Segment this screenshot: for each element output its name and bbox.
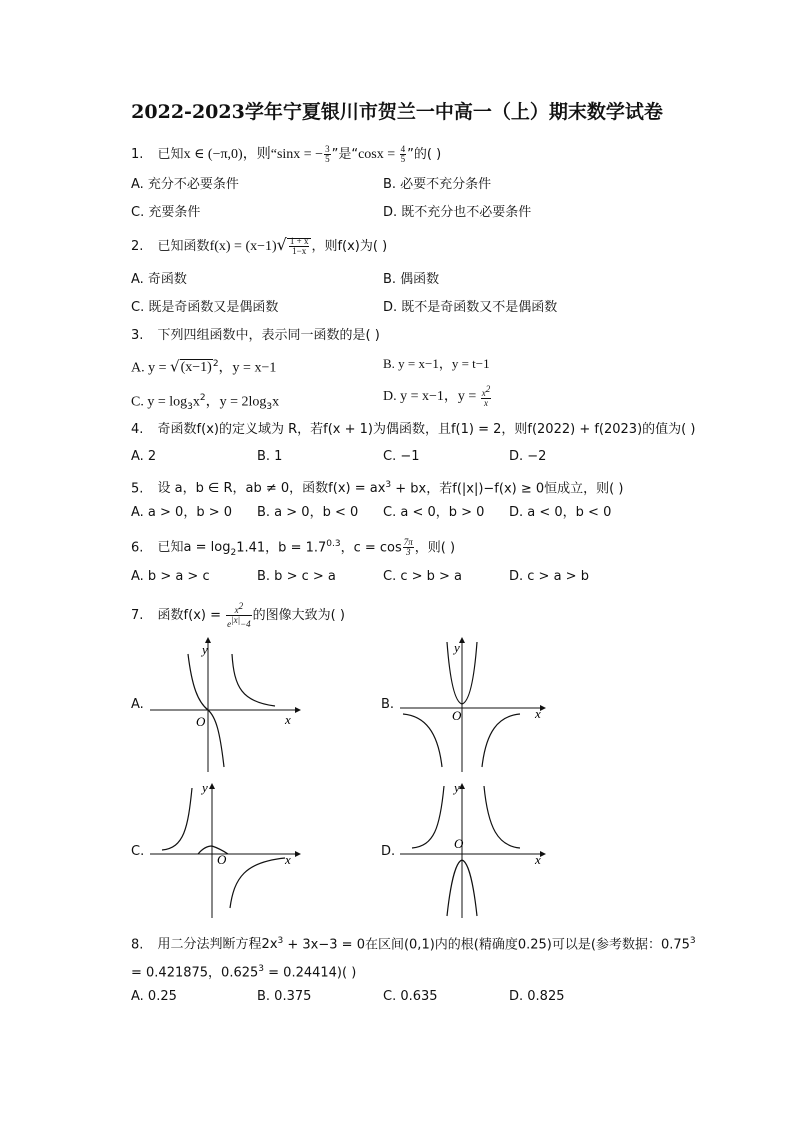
question-4: 4. 奇函数f(x)的定义域为 R，若f(x + 1)为偶函数，且f(1) = 2，则f(2022) + f(2023)的值为( ) [131,422,696,437]
q3-option-b: B. y = x−1，y = t−1 [383,356,490,371]
q5-option-b: B. a > 0，b < 0 [257,505,359,520]
question-number: 2. [131,239,144,254]
question-number: 8. [131,937,144,953]
q2-option-d: D. 既不是奇函数又不是偶函数 [383,300,558,315]
question-number: 1. [131,147,144,162]
svg-text:O: O [452,708,462,723]
q5-option-a: A. a > 0，b > 0 [131,505,233,520]
q8-option-d: D. 0.825 [509,989,565,1004]
svg-text:y: y [454,640,460,655]
q2-option-a: A. 奇函数 [131,272,187,287]
question-5: 5. 设 a，b ∈ R，ab ≠ 0，函数$f(x) = ax^3$ + bx，若f(|x|)−f(x) ≥ 0恒成立，则( ) [131,480,624,497]
q5-option-d: D. a < 0，b < 0 [509,505,612,520]
q3-option-c: C. $y = \log_3x^2$，$y = 2\log_3x$ [131,393,280,412]
graph-c [150,778,310,918]
q8-option-c: C. 0.635 [383,989,438,1004]
svg-text:x: x [535,706,541,721]
question-2: 2. 已知函数f(x) = (x−1)√ $\frac{1 + x}{1-x}$ ，则f(x)为( ) [131,235,388,256]
fraction: $\frac{x^2}{e^{|x|}-4}$ [227,601,251,629]
graph-b [400,632,555,772]
q4-option-a: A. 2 [131,449,157,464]
q3-option-a: A. $y = √(x-1)^2$，y = x−1 [131,357,277,376]
question-number: 6. [131,540,144,556]
q5-option-c: C. a < 0，b > 0 [383,505,485,520]
q6-option-a: A. b > a > c [131,569,210,584]
question-6: 6. 已知$a = \log_21.41$，$b = 1.7^{0.3}$，c = cos $\frac{7\pi}{3}$ ，则( ) [131,537,456,558]
q2-option-c: C. 既是奇函数又是偶函数 [131,300,279,315]
y-axis-label: y [202,642,208,657]
graph-c-label: C. [131,844,145,859]
q6-option-b: B. b > c > a [257,569,336,584]
fraction: $\frac{7\pi}{3}$ [403,537,413,558]
radical-sign: √ [170,357,180,376]
svg-text:y: y [202,780,208,795]
graph-a-label: A. [131,697,144,712]
q8-option-a: A. 0.25 [131,989,177,1004]
question-number: 5. [131,481,144,497]
question-8: 8. 用二分法判断方程$2x^3 + 3x-3 = 0$在区间(0,1)内的根(精确度0.25)可以是(参考数据：0.75$^3$ [131,936,696,953]
graph-b-label: B. [381,697,395,712]
radical-sign: √ [276,235,287,254]
q4-option-c: C. −1 [383,449,420,464]
q2-option-b: B. 偶函数 [383,272,440,287]
question-8-line-2: = 0.421875，$0.625^3 = 0.24414$)( ) [131,964,357,981]
page-title: 2022-2023学年宁夏银川市贺兰一中高一（上）期末数学试卷 [131,101,663,123]
question-1: 1. 已知x ∈ (−π,0)，则“sinx = − $\frac{3}{5}$ ”是“cosx = $\frac{4}{5}$ ”的( ) [131,144,442,164]
q1-option-d: D. 既不充分也不必要条件 [383,205,532,220]
x-axis-label: x [285,712,291,727]
fraction: $\frac{1 + x}{1-x}$ [289,236,309,256]
svg-text:O: O [454,836,464,851]
q8-option-b: B. 0.375 [257,989,312,1004]
fraction: $\frac{4}{5}$ [400,144,406,164]
svg-text:x: x [535,852,541,867]
graph-d-label: D. [381,844,396,859]
q4-option-b: B. 1 [257,449,283,464]
origin-label: O [196,714,206,729]
fraction: $\frac{x^2}{x}$ [481,384,491,408]
svg-text:x: x [285,852,291,867]
q6-option-d: D. c > a > b [509,569,589,584]
question-7: 7. 函数f(x) = $\frac{x^2}{e^{|x|}-4}$ 的图像大致为( ) [131,601,345,629]
q1-option-b: B. 必要不充分条件 [383,177,492,192]
question-number: 7. [131,608,144,623]
q3-option-d: D. y = x−1，y = $\frac{x^2}{x}$ [383,384,491,408]
graph-a [150,632,310,772]
q4-option-d: D. −2 [509,449,547,464]
question-3: 3. 下列四组函数中，表示同一函数的是( ) [131,328,380,343]
graph-d [400,778,555,918]
q1-option-c: C. 充要条件 [131,205,201,220]
q6-option-c: C. c > b > a [383,569,463,584]
question-number: 4. [131,422,144,437]
question-number: 3. [131,328,144,343]
q1-option-a: A. 充分不必要条件 [131,177,239,192]
svg-text:O: O [217,852,227,867]
svg-text:y: y [454,780,460,795]
fraction: $\frac{3}{5}$ [325,144,330,164]
